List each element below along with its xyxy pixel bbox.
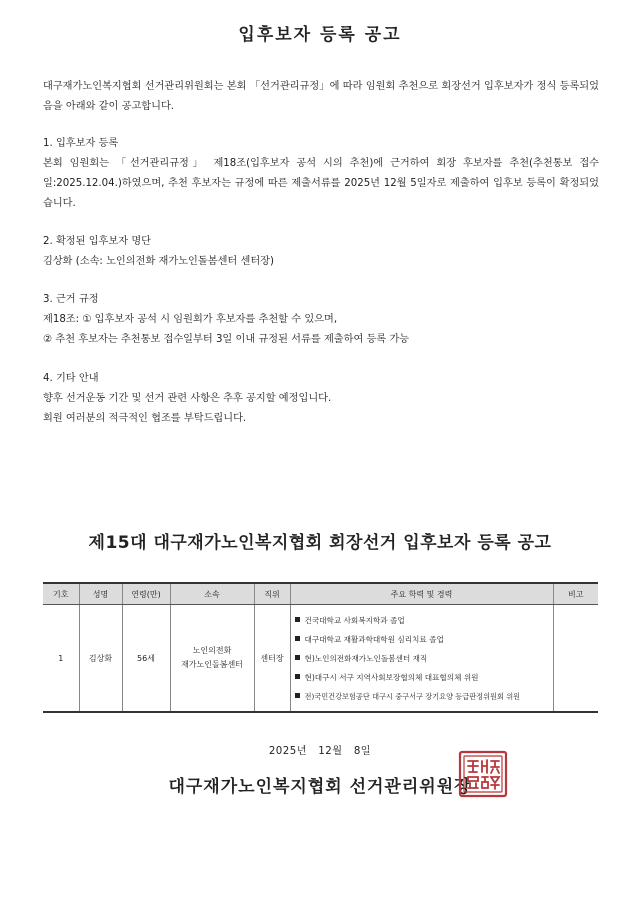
section-3-line-2: ② 추천 후보자는 추천통보 접수일부터 3일 이내 규정된 서류를 제출하여 등록 가능 [43,334,410,345]
list-item [295,668,553,687]
header-note: 비고 [553,583,598,605]
cell-career [290,605,553,713]
page-title: 입후보자 등록 공고 [238,25,402,45]
section-2-body: 김상화 (소속: 노인의전화 재가노인돌봄센터 센터장) [43,256,274,267]
career-item-text: 현)대구시 서구 지역사회보장협의체 대표협의체 위원 [304,672,479,682]
section-4-line-1: 향후 선거운동 기간 및 선거 관련 사항은 추후 공지할 예정입니다. [43,393,332,404]
cell-affiliation [170,605,254,713]
cell-position: 센터장 [254,605,290,713]
section-1-body: 본회 임원회는 「선거관리규정」 제18조(입후보자 공석 시의 추천)에 근거하여 회장 후보자를 추천(추천통보 접수일:2025.12.04.)하였으며, 추천 후보자는 규정에 따른 제출서류를 2025년 12월 5일자로 제출하여 입후보 등록이 확정되었습니다. [43,158,599,209]
list-item [295,687,553,706]
section-1-heading: 1. 입후보자 등록 [43,138,119,149]
notice-date: 2025년 12월 8일 [268,746,372,757]
header-number: 기호 [43,583,79,605]
table-title: 제15대 대구재가노인복지협회 회장선거 입후보자 등록 공고 [88,533,552,553]
bullet-square-icon [295,617,300,622]
section-4-heading: 4. 기타 안내 [43,373,99,384]
bullet-square-icon [295,693,300,698]
organization-signature: 대구재가노인복지협회 선거관리위원장 [168,777,472,797]
career-item-text: 전)국민건강보험공단 대구시 중구서구 장기요양 등급판정위원회 위원 [304,691,521,701]
list-item [295,649,553,668]
intro-paragraph: 대구재가노인복지협회 선거관리위원회는 본회 「선거관리규정」에 따라 임원회 추천으로 회장선거 입후보자가 정식 등록되었음을 아래와 같이 공고합니다. [43,81,599,112]
table-row [43,605,598,713]
section-2-heading: 2. 확정된 입후보자 명단 [43,236,152,247]
cell-name: 김상화 [79,605,122,713]
list-item [295,630,553,649]
table-header-row [43,583,598,605]
career-item-text: 건국대학교 사회복지학과 졸업 [304,615,405,625]
career-item-text: 대구대학교 재활과학대학원 심리치료 졸업 [304,634,444,644]
header-career: 주요 학력 및 경력 [290,583,553,605]
cell-age: 56세 [122,605,170,713]
career-list [291,611,553,706]
header-name: 성명 [79,583,122,605]
official-seal-icon [458,750,508,798]
affiliation-line-1: 노인의전화 [192,646,232,655]
header-affiliation: 소속 [170,583,254,605]
cell-number: 1 [43,605,79,713]
bullet-square-icon [295,636,300,641]
header-position: 직위 [254,583,290,605]
bullet-square-icon [295,655,300,660]
section-3-heading: 3. 근거 규정 [43,294,99,305]
cell-note [553,605,598,713]
candidate-table [43,582,598,713]
affiliation-line-2: 재가노인돌봄센터 [181,660,243,669]
bullet-square-icon [295,674,300,679]
header-age: 연령(만) [122,583,170,605]
career-item-text: 현)노인의전화재가노인돌봄센터 재직 [304,653,428,663]
section-4-line-2: 회원 여러분의 적극적인 협조를 부탁드립니다. [43,413,247,424]
list-item [295,611,553,630]
section-3-line-1: 제18조: ① 입후보자 공석 시 임원회가 후보자를 추천할 수 있으며, [43,314,338,325]
